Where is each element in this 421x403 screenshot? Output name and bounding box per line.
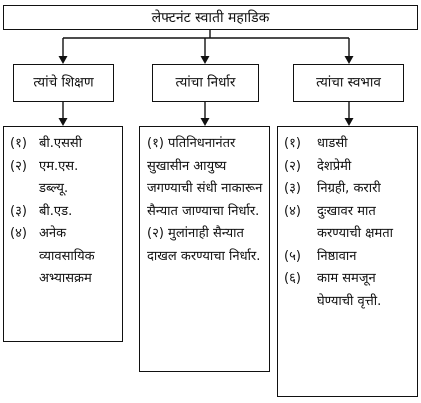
item-text: काम समजून घेण्याची वृत्ती. [317,271,382,309]
item-number: (३) [284,181,301,196]
list-item [284,201,413,246]
item-text: धाडसी [317,136,348,151]
resolve-text [147,133,266,268]
item-text: बी.एड. [39,203,73,219]
list-item [10,201,118,224]
item-number: (३) [10,203,27,219]
item-number: (५) [284,248,301,264]
list-item [284,246,413,269]
item-text: दुःखावर मात करण्याची क्षमता [317,203,394,241]
resolve-item [147,223,266,268]
list-item [284,133,413,156]
item-number: (२) [10,158,27,174]
resolve-box [139,126,270,372]
heading-box-education [13,64,114,102]
item-number: (४) [284,203,301,219]
item-number: (१) [147,136,164,151]
item-text: देशप्रेमी [317,158,352,174]
list-item [10,133,118,156]
item-text: मुलांनाही सैन्यात दाखल करण्याचा निर्धार. [147,226,261,264]
list-item [284,268,413,313]
resolve-item [147,133,266,223]
item-text: निग्रही, करारी [317,181,381,196]
heading-box-resolve [152,64,259,102]
list-item [284,178,413,201]
list-item [10,223,118,291]
arrow-head-icon [345,56,354,64]
item-number: (४) [10,226,27,241]
item-text: बी.एससी [39,136,83,151]
education-list [10,133,118,291]
item-number: (२) [284,158,301,174]
education-box [3,126,123,342]
item-text: निष्ठावान [317,248,357,264]
arrow-head-icon [59,118,68,126]
item-number: (१) [284,136,301,151]
heading-nature: त्यांचा स्वभाव [316,74,381,91]
arrow-head-icon [59,56,68,64]
list-item [10,156,118,201]
item-text: अनेक व्यावसायिक अभ्यासक्रम [39,226,95,286]
diagram-title: लेफ्टनंट स्वाती महाडिक [151,9,270,26]
item-text: पतिनिधनानंतर सुखासीन आयुष्य जगण्याची संधी नाकारून सैन्यात जाण्याचा निर्धार. [147,136,263,219]
item-number: (२) [147,226,164,241]
list-item [284,156,413,179]
item-number: (१) [10,136,27,151]
heading-box-nature [293,64,404,102]
title-box [3,5,418,30]
heading-education: त्यांचे शिक्षण [33,74,94,91]
arrow-head-icon [201,118,210,126]
arrow-head-icon [201,56,210,64]
item-number: (६) [284,271,301,286]
item-text: एम.एस. डब्ल्यू. [39,158,79,196]
arrow-head-icon [345,118,354,126]
nature-box [277,126,418,397]
nature-list [284,133,413,313]
heading-resolve: त्यांचा निर्धार [175,74,236,91]
